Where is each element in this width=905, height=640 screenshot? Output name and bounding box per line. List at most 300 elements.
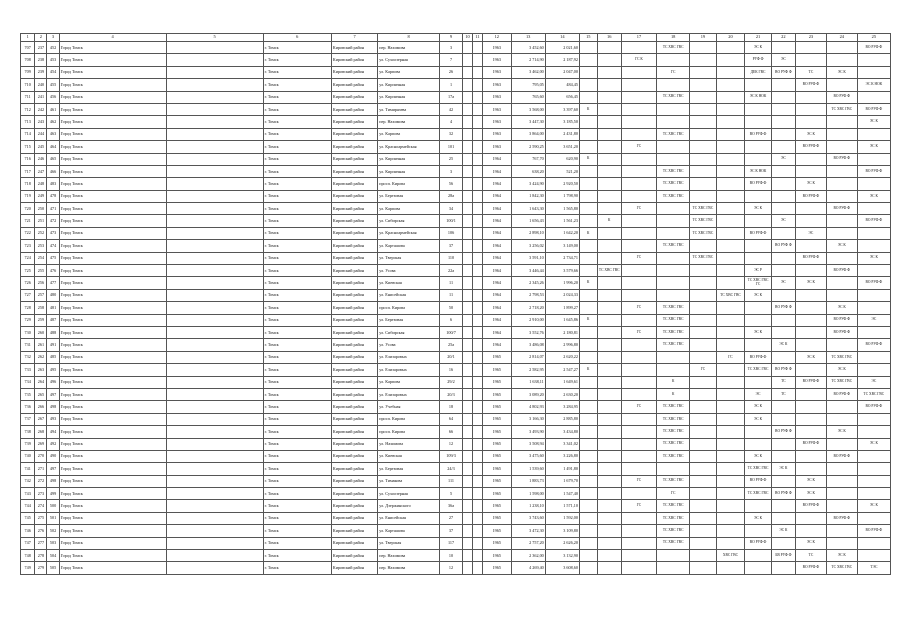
- table-cell: 1964: [482, 326, 511, 338]
- table-cell: 732: [21, 351, 35, 363]
- table-cell: [597, 103, 621, 115]
- table-cell: [473, 54, 483, 66]
- table-cell: [166, 54, 263, 66]
- table-cell: 2 626,20: [545, 537, 579, 549]
- table-cell: 34: [439, 203, 462, 215]
- table-cell: [579, 401, 597, 413]
- table-cell: Кировский район: [331, 91, 377, 103]
- table-cell: [716, 141, 745, 153]
- table-cell: [166, 215, 263, 227]
- table-cell: 110: [439, 252, 462, 264]
- table-cell: ул. Усова: [378, 265, 440, 277]
- table-cell: [463, 141, 473, 153]
- table-cell: [716, 537, 745, 549]
- table-cell: ГС: [657, 488, 690, 500]
- table-cell: 1 642,20: [545, 227, 579, 239]
- table-cell: 1964: [482, 227, 511, 239]
- table-cell: [597, 463, 621, 475]
- table-cell: [166, 203, 263, 215]
- table-cell: [579, 54, 597, 66]
- table-cell: г. Томск: [263, 178, 331, 190]
- table-cell: ЭС К НОК: [745, 91, 771, 103]
- table-cell: ТС ХВС ГВС: [690, 252, 716, 264]
- table-cell: 20/3: [439, 388, 462, 400]
- table-cell: ЭС К: [745, 289, 771, 301]
- table-cell: ТС ХВС ГВС: [657, 401, 690, 413]
- table-cell: 714: [21, 128, 35, 140]
- column-header: 11: [473, 34, 483, 42]
- table-cell: 242: [35, 103, 47, 115]
- table-cell: [771, 116, 795, 128]
- table-cell: [473, 165, 483, 177]
- table-cell: [826, 178, 857, 190]
- table-cell: 1 238,10: [511, 500, 545, 512]
- table-cell: 455: [47, 79, 59, 91]
- table-cell: Кировский район: [331, 450, 377, 462]
- table-cell: [473, 364, 483, 376]
- table-cell: [463, 252, 473, 264]
- table-cell: ГС: [716, 351, 745, 363]
- table-cell: [690, 388, 716, 400]
- table-cell: [166, 116, 263, 128]
- table-cell: [579, 215, 597, 227]
- table-cell: [463, 550, 473, 562]
- table-cell: ТС: [771, 376, 795, 388]
- table-cell: ВО РУФ Ф: [826, 91, 857, 103]
- table-cell: 1 842,30: [511, 190, 545, 202]
- table-cell: ГС: [621, 401, 656, 413]
- table-row: [21, 42, 891, 54]
- table-cell: [857, 54, 890, 66]
- table-row: [21, 302, 891, 314]
- table-cell: 725: [21, 265, 35, 277]
- table-row: [21, 351, 891, 363]
- table-cell: К: [579, 314, 597, 326]
- table-cell: [716, 128, 745, 140]
- table-cell: ЭС: [796, 227, 827, 239]
- table-cell: 56: [439, 178, 462, 190]
- table-cell: 6: [439, 314, 462, 326]
- table-cell: 50: [439, 302, 462, 314]
- table-cell: [166, 190, 263, 202]
- table-cell: 1 598,00: [511, 488, 545, 500]
- table-cell: [579, 252, 597, 264]
- table-cell: 278: [35, 550, 47, 562]
- table-cell: [716, 240, 745, 252]
- table-cell: 1 565,80: [545, 203, 579, 215]
- table-cell: [463, 116, 473, 128]
- table-cell: [716, 512, 745, 524]
- table-row: [21, 203, 891, 215]
- table-cell: [463, 463, 473, 475]
- table-cell: Город Томск: [59, 128, 166, 140]
- table-cell: Кировский район: [331, 302, 377, 314]
- table-cell: 3 341,02: [545, 438, 579, 450]
- table-cell: ВО РУФ Ф: [796, 79, 827, 91]
- table-cell: [716, 525, 745, 537]
- table-cell: [796, 364, 827, 376]
- table-cell: Город Томск: [59, 537, 166, 549]
- table-cell: [657, 550, 690, 562]
- table-cell: [579, 128, 597, 140]
- table-cell: [473, 240, 483, 252]
- table-cell: 711: [21, 91, 35, 103]
- table-cell: [745, 339, 771, 351]
- table-cell: 2 590,25: [511, 141, 545, 153]
- table-cell: [826, 537, 857, 549]
- table-cell: ВО РУФ Ф: [796, 500, 827, 512]
- table-cell: 1963: [482, 54, 511, 66]
- table-cell: [745, 240, 771, 252]
- table-cell: [716, 252, 745, 264]
- table-cell: ЭС К: [826, 302, 857, 314]
- table-cell: [463, 91, 473, 103]
- table-cell: г. Томск: [263, 450, 331, 462]
- table-cell: 11: [439, 277, 462, 289]
- table-cell: ул. Березовая: [378, 463, 440, 475]
- table-cell: 1 571,10: [545, 500, 579, 512]
- table-cell: [597, 438, 621, 450]
- table-cell: Город Томск: [59, 277, 166, 289]
- table-cell: ул. Березовая: [378, 190, 440, 202]
- table-cell: 3 226,80: [545, 450, 579, 462]
- table-cell: 64: [439, 413, 462, 425]
- table-cell: [579, 79, 597, 91]
- table-cell: 1965: [482, 376, 511, 388]
- table-cell: 26: [439, 66, 462, 78]
- table-cell: 504: [47, 550, 59, 562]
- table-cell: 1963: [482, 91, 511, 103]
- table-cell: 493: [47, 413, 59, 425]
- table-cell: [463, 227, 473, 239]
- column-header: 12: [482, 34, 511, 42]
- table-cell: 3 568,00: [511, 103, 545, 115]
- table-cell: [463, 401, 473, 413]
- table-cell: [473, 190, 483, 202]
- table-cell: 1964: [482, 302, 511, 314]
- table-cell: [857, 413, 890, 425]
- table-cell: [166, 525, 263, 537]
- table-cell: 275: [35, 512, 47, 524]
- table-cell: 261: [35, 339, 47, 351]
- table-cell: 2 345,26: [511, 277, 545, 289]
- table-cell: [463, 351, 473, 363]
- table-cell: 473: [47, 227, 59, 239]
- table-cell: К: [579, 364, 597, 376]
- table-cell: [771, 401, 795, 413]
- table-cell: [745, 103, 771, 115]
- table-cell: ул. Карташова: [378, 525, 440, 537]
- table-cell: [657, 252, 690, 264]
- table-cell: 3 475,60: [511, 450, 545, 462]
- table-cell: 27: [439, 512, 462, 524]
- table-cell: Кировский район: [331, 289, 377, 301]
- table-cell: ТС ХВС ГВС: [657, 426, 690, 438]
- column-header: 5: [166, 34, 263, 42]
- table-cell: 726: [21, 277, 35, 289]
- table-cell: Кировский район: [331, 463, 377, 475]
- table-cell: 256: [35, 277, 47, 289]
- table-cell: [621, 351, 656, 363]
- table-cell: [621, 376, 656, 388]
- table-cell: [621, 103, 656, 115]
- table-cell: ЭС К: [745, 326, 771, 338]
- table-cell: Кировский район: [331, 103, 377, 115]
- table-cell: ТЭС: [857, 562, 890, 574]
- table-cell: г. Томск: [263, 537, 331, 549]
- table-cell: [166, 413, 263, 425]
- table-cell: г. Томск: [263, 500, 331, 512]
- table-cell: [579, 376, 597, 388]
- table-cell: К: [579, 103, 597, 115]
- table-cell: Город Томск: [59, 401, 166, 413]
- table-cell: 279: [35, 562, 47, 574]
- table-cell: [166, 79, 263, 91]
- table-cell: [690, 376, 716, 388]
- column-header: 22: [771, 34, 795, 42]
- column-header: 10: [463, 34, 473, 42]
- table-cell: Кировский район: [331, 54, 377, 66]
- table-cell: [796, 512, 827, 524]
- table-cell: [690, 128, 716, 140]
- table-cell: [796, 326, 827, 338]
- table-cell: [621, 463, 656, 475]
- table-cell: [597, 79, 621, 91]
- table-row: [21, 426, 891, 438]
- table-cell: [597, 426, 621, 438]
- table-cell: [745, 302, 771, 314]
- table-cell: ул. Елизаровых: [378, 351, 440, 363]
- table-cell: ЭС К: [826, 550, 857, 562]
- table-cell: 2 620,22: [545, 351, 579, 363]
- table-cell: [473, 128, 483, 140]
- table-cell: 795,05: [511, 79, 545, 91]
- table-cell: просп. Кирова: [378, 178, 440, 190]
- table-row: [21, 165, 891, 177]
- table-cell: 1 798,90: [545, 190, 579, 202]
- table-cell: 1965: [482, 450, 511, 462]
- table-cell: 25: [439, 153, 462, 165]
- table-cell: ул. Кирпичная: [378, 79, 440, 91]
- table-cell: [771, 128, 795, 140]
- table-cell: ЭС К: [745, 413, 771, 425]
- table-cell: [796, 401, 827, 413]
- table-cell: [166, 388, 263, 400]
- table-cell: [796, 165, 827, 177]
- table-row: [21, 401, 891, 413]
- table-cell: [597, 450, 621, 462]
- table-cell: Кировский район: [331, 227, 377, 239]
- table-cell: 483: [47, 178, 59, 190]
- table-cell: [690, 426, 716, 438]
- table-cell: [473, 450, 483, 462]
- table-cell: [857, 128, 890, 140]
- table-cell: [716, 488, 745, 500]
- table-cell: [716, 54, 745, 66]
- table-cell: ГС: [690, 364, 716, 376]
- table-cell: 271: [35, 463, 47, 475]
- table-cell: [597, 91, 621, 103]
- table-cell: [716, 79, 745, 91]
- table-cell: ЭС К: [826, 364, 857, 376]
- table-cell: 453: [47, 54, 59, 66]
- table-cell: [716, 364, 745, 376]
- table-cell: 42: [439, 103, 462, 115]
- table-cell: ул. Тверская: [378, 537, 440, 549]
- table-cell: [166, 339, 263, 351]
- table-cell: [716, 401, 745, 413]
- table-header: [21, 34, 891, 42]
- table-cell: ВО РУФ Ф: [796, 438, 827, 450]
- table-cell: Город Томск: [59, 562, 166, 574]
- table-cell: 28а: [439, 190, 462, 202]
- table-cell: Кировский район: [331, 215, 377, 227]
- table-cell: 723: [21, 240, 35, 252]
- table-cell: 474: [47, 240, 59, 252]
- table-cell: г. Томск: [263, 42, 331, 54]
- table-cell: ЭС К: [857, 500, 890, 512]
- table-cell: 20/1: [439, 351, 462, 363]
- table-cell: 243: [35, 116, 47, 128]
- table-cell: ЭС К: [796, 277, 827, 289]
- table-cell: Кировский район: [331, 500, 377, 512]
- table-cell: [796, 450, 827, 462]
- table-cell: ул. Сухоозерная: [378, 54, 440, 66]
- table-cell: 1965: [482, 463, 511, 475]
- table-cell: [463, 438, 473, 450]
- table-cell: 273: [35, 488, 47, 500]
- table-cell: Город Томск: [59, 203, 166, 215]
- table-cell: ул. Учебная: [378, 401, 440, 413]
- table-cell: 3 149,00: [545, 240, 579, 252]
- table-cell: [796, 240, 827, 252]
- table-cell: ул. Карпова: [378, 376, 440, 388]
- table-cell: 111: [439, 475, 462, 487]
- table-cell: 746: [21, 525, 35, 537]
- table-cell: 3 552,76: [511, 326, 545, 338]
- table-cell: ТС ХВС ГВС: [657, 512, 690, 524]
- table-cell: [716, 277, 745, 289]
- table-cell: Город Томск: [59, 463, 166, 475]
- table-cell: [463, 265, 473, 277]
- table-cell: [690, 401, 716, 413]
- table-cell: ул. Сибирская: [378, 326, 440, 338]
- table-cell: 739: [21, 438, 35, 450]
- table-cell: 262: [35, 351, 47, 363]
- column-header: 1: [21, 34, 35, 42]
- table-row: [21, 475, 891, 487]
- header-row: [21, 34, 891, 42]
- table-cell: [771, 141, 795, 153]
- table-cell: 2 180,81: [545, 326, 579, 338]
- table-cell: [597, 401, 621, 413]
- table-cell: 712: [21, 103, 35, 115]
- table-cell: 477: [47, 277, 59, 289]
- table-cell: [579, 42, 597, 54]
- table-cell: [579, 165, 597, 177]
- table-cell: ТС ХВС ГВС: [826, 376, 857, 388]
- table-cell: Кировский район: [331, 116, 377, 128]
- table-cell: [716, 438, 745, 450]
- table-cell: 485: [47, 351, 59, 363]
- table-cell: ГС: [621, 252, 656, 264]
- table-cell: [166, 537, 263, 549]
- table-cell: [796, 314, 827, 326]
- table-cell: 254: [35, 252, 47, 264]
- table-cell: 718: [21, 178, 35, 190]
- table-cell: 1963: [482, 103, 511, 115]
- table-cell: [463, 562, 473, 574]
- table-cell: [473, 475, 483, 487]
- table-cell: 1965: [482, 550, 511, 562]
- table-cell: [166, 91, 263, 103]
- table-cell: [826, 525, 857, 537]
- table-cell: [463, 103, 473, 115]
- table-cell: [621, 66, 656, 78]
- table-cell: Город Томск: [59, 326, 166, 338]
- table-cell: Кировский район: [331, 364, 377, 376]
- table-cell: [716, 500, 745, 512]
- table-cell: [826, 79, 857, 91]
- table-cell: 3 608,60: [545, 562, 579, 574]
- table-cell: 3 446,44: [511, 265, 545, 277]
- table-cell: [826, 289, 857, 301]
- table-cell: г. Томск: [263, 463, 331, 475]
- table-cell: ЭС К: [857, 190, 890, 202]
- table-cell: [716, 302, 745, 314]
- table-cell: ТС: [796, 66, 827, 78]
- table-cell: 730: [21, 326, 35, 338]
- table-cell: 37: [439, 240, 462, 252]
- table-cell: ТС ХВС ГВС: [745, 463, 771, 475]
- table-cell: ВО РУФ Ф: [745, 128, 771, 140]
- table-cell: ул. Киевская: [378, 450, 440, 462]
- table-cell: [716, 326, 745, 338]
- table-cell: 2 630,20: [545, 388, 579, 400]
- table-cell: [473, 252, 483, 264]
- table-row: [21, 450, 891, 462]
- table-cell: 1965: [482, 388, 511, 400]
- table-cell: 2 910,00: [511, 314, 545, 326]
- table-cell: 497: [47, 388, 59, 400]
- table-cell: 266: [35, 401, 47, 413]
- table-cell: [473, 351, 483, 363]
- column-header: 7: [331, 34, 377, 42]
- table-row: [21, 116, 891, 128]
- table-cell: 274: [35, 500, 47, 512]
- table-cell: 3 185,50: [545, 116, 579, 128]
- table-cell: 1963: [482, 141, 511, 153]
- table-cell: [473, 103, 483, 115]
- table-cell: [597, 500, 621, 512]
- table-cell: ВО РУФ Ф: [857, 215, 890, 227]
- table-cell: [745, 190, 771, 202]
- table-cell: Город Томск: [59, 351, 166, 363]
- table-row: [21, 388, 891, 400]
- table-cell: [597, 525, 621, 537]
- table-cell: 1964: [482, 314, 511, 326]
- table-cell: г. Томск: [263, 215, 331, 227]
- table-cell: пер. Нахимова: [378, 562, 440, 574]
- table-cell: [716, 426, 745, 438]
- table-cell: 462: [47, 116, 59, 128]
- table-cell: [857, 351, 890, 363]
- table-cell: 1963: [482, 116, 511, 128]
- table-cell: ул. Красноармейская: [378, 141, 440, 153]
- table-cell: ЭС К: [745, 512, 771, 524]
- table-cell: [857, 178, 890, 190]
- table-cell: [166, 128, 263, 140]
